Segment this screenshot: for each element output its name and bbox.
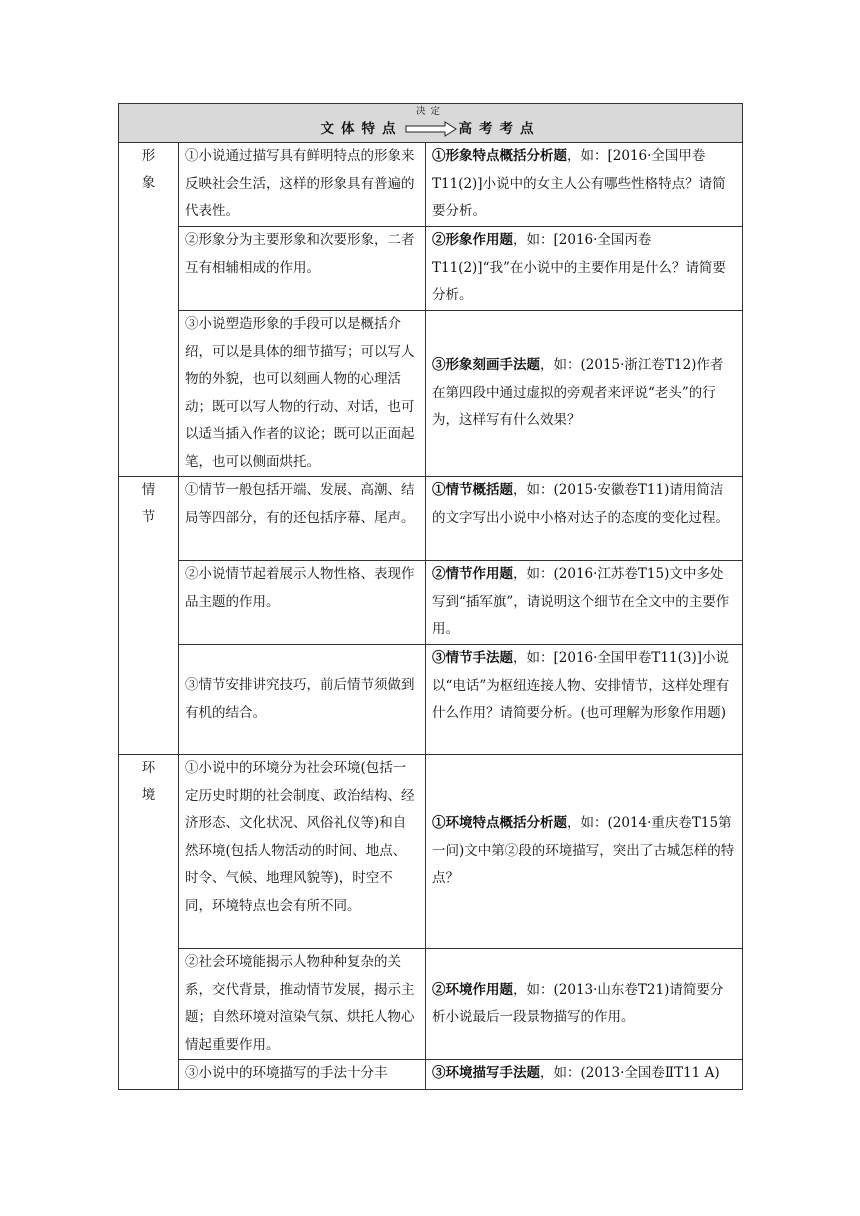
exam-cell [426, 755, 743, 949]
category-char: 境 [141, 787, 156, 803]
question-type: ①情节概括题 [432, 482, 513, 498]
feature-cell: ③小说塑造形象的手段可以是概括介绍，可以是具体的细节描写；可以写人物的外貌，也可以刻画人物的心理活动；既可以写人物的行动、对话，也可以适当插入作者的议论；既可以正面起笔，也可以侧面烘托。 [179, 311, 426, 477]
exam-cell [426, 311, 743, 477]
question-text: ，如：[2016·全国甲卷T11(2)]小说中的女主人公有哪些性格特点？请简要分析。 [432, 148, 726, 219]
category-char: 环 [141, 760, 156, 776]
question-type: ③形象刻画手法题 [432, 357, 540, 374]
exam-cell [426, 561, 743, 645]
feature-cell: ②小说情节起着展示人物性格、表现作品主题的作用。 [179, 561, 426, 645]
feature-cell: ②形象分为主要形象和次要形象，二者互有相辅相成的作用。 [179, 227, 426, 311]
exam-points-table [118, 103, 743, 1090]
question-text: ，如：(2016·江苏卷T15)文中多处写到“插军旗”，请说明这个细节在全文中的主要作用。 [432, 566, 730, 637]
table-row [119, 227, 743, 311]
question-text: ，如：(2014·重庆卷T15第一问)文中第②段的环境描写，突出了古城怎样的特点？ [432, 815, 735, 887]
feature-cell: ①情节一般包括开端、发展、高潮、结局等四部分，有的还包括序幕、尾声。 [179, 477, 426, 561]
table-row [119, 311, 743, 477]
question-type: ③情节手法题 [432, 650, 513, 666]
question-type: ③环境描写手法题 [432, 1065, 540, 1081]
question-type: ②环境作用题 [432, 981, 513, 998]
exam-cell [426, 1060, 743, 1090]
header-right: 高考考点 [458, 120, 541, 137]
table-row [119, 477, 743, 561]
question-text: ，如：[2016·全国丙卷T11(2)]“我”在小说中的主要作用是什么？请简要分析。 [432, 232, 726, 303]
table-row [119, 143, 743, 227]
table-row [119, 561, 743, 645]
question-text: ，如：(2013·山东卷T21)请简要分析小说最后一段景物描写的作用。 [432, 981, 724, 1025]
category-char: 节 [141, 509, 156, 525]
feature-cell: ③情节安排讲究技巧，前后情节须做到有机的结合。 [179, 645, 426, 755]
question-type: ②情节作用题 [432, 566, 513, 582]
arrow-right-icon [405, 121, 457, 137]
question-type: ①形象特点概括分析题 [432, 148, 567, 164]
header-row [119, 104, 743, 143]
category-cell [119, 143, 179, 477]
table-row [119, 1060, 743, 1090]
exam-cell [426, 477, 743, 561]
table-row [119, 949, 743, 1060]
exam-cell [426, 227, 743, 311]
table-row [119, 755, 743, 949]
question-type: ②形象作用题 [432, 232, 513, 248]
category-cell [119, 755, 179, 1090]
feature-cell: ②社会环境能揭示人物种种复杂的关系，交代背景，推动情节发展，揭示主题；自然环境对渲染气氛、烘托人物心情起重要作用。 [179, 949, 426, 1060]
table-header [119, 104, 743, 143]
exam-cell [426, 143, 743, 227]
exam-cell [426, 645, 743, 755]
feature-cell: ③小说中的环境描写的手法十分丰 [179, 1060, 426, 1090]
question-text: ，如：(2015·安徽卷T11)请用简洁的文字写出小说中小格对达子的态度的变化过程。 [432, 482, 729, 526]
arrow-label: 决定 [415, 106, 445, 117]
exam-cell [426, 949, 743, 1060]
feature-cell: ①小说通过描写具有鲜明特点的形象来反映社会生活，这样的形象具有普遍的代表性。 [179, 143, 426, 227]
question-text: ，如：[2016·全国甲卷T11(3)]小说以“电话”为枢纽连接人物、安排情节，这样处理有什么作用？请简要分析。(也可理解为形象作用题) [432, 650, 730, 721]
table-row [119, 645, 743, 755]
category-char: 情 [141, 482, 156, 498]
category-cell [119, 477, 179, 755]
question-text: ，如：(2013·全国卷ⅡT11 A) [540, 1065, 720, 1081]
category-char: 象 [141, 175, 156, 191]
question-text: ，如：(2015·浙江卷T12)作者在第四段中通过虚拟的旁观者来评说“老头”的行为，这样写有什么效果？ [432, 357, 724, 429]
question-type: ①环境特点概括分析题 [432, 815, 567, 832]
decides-arrow [405, 106, 457, 138]
category-char: 形 [141, 148, 156, 164]
feature-cell: ①小说中的环境分为社会环境(包括一定历史时期的社会制度、政治结构、经济形态、文化状况、风俗礼仪等)和自然环境(包括人物活动的时间、地点、时令、气候、地理风貌等)，时空不同，环境特点也会有所不同。 [179, 755, 426, 949]
header-left: 文体特点 [320, 120, 403, 137]
